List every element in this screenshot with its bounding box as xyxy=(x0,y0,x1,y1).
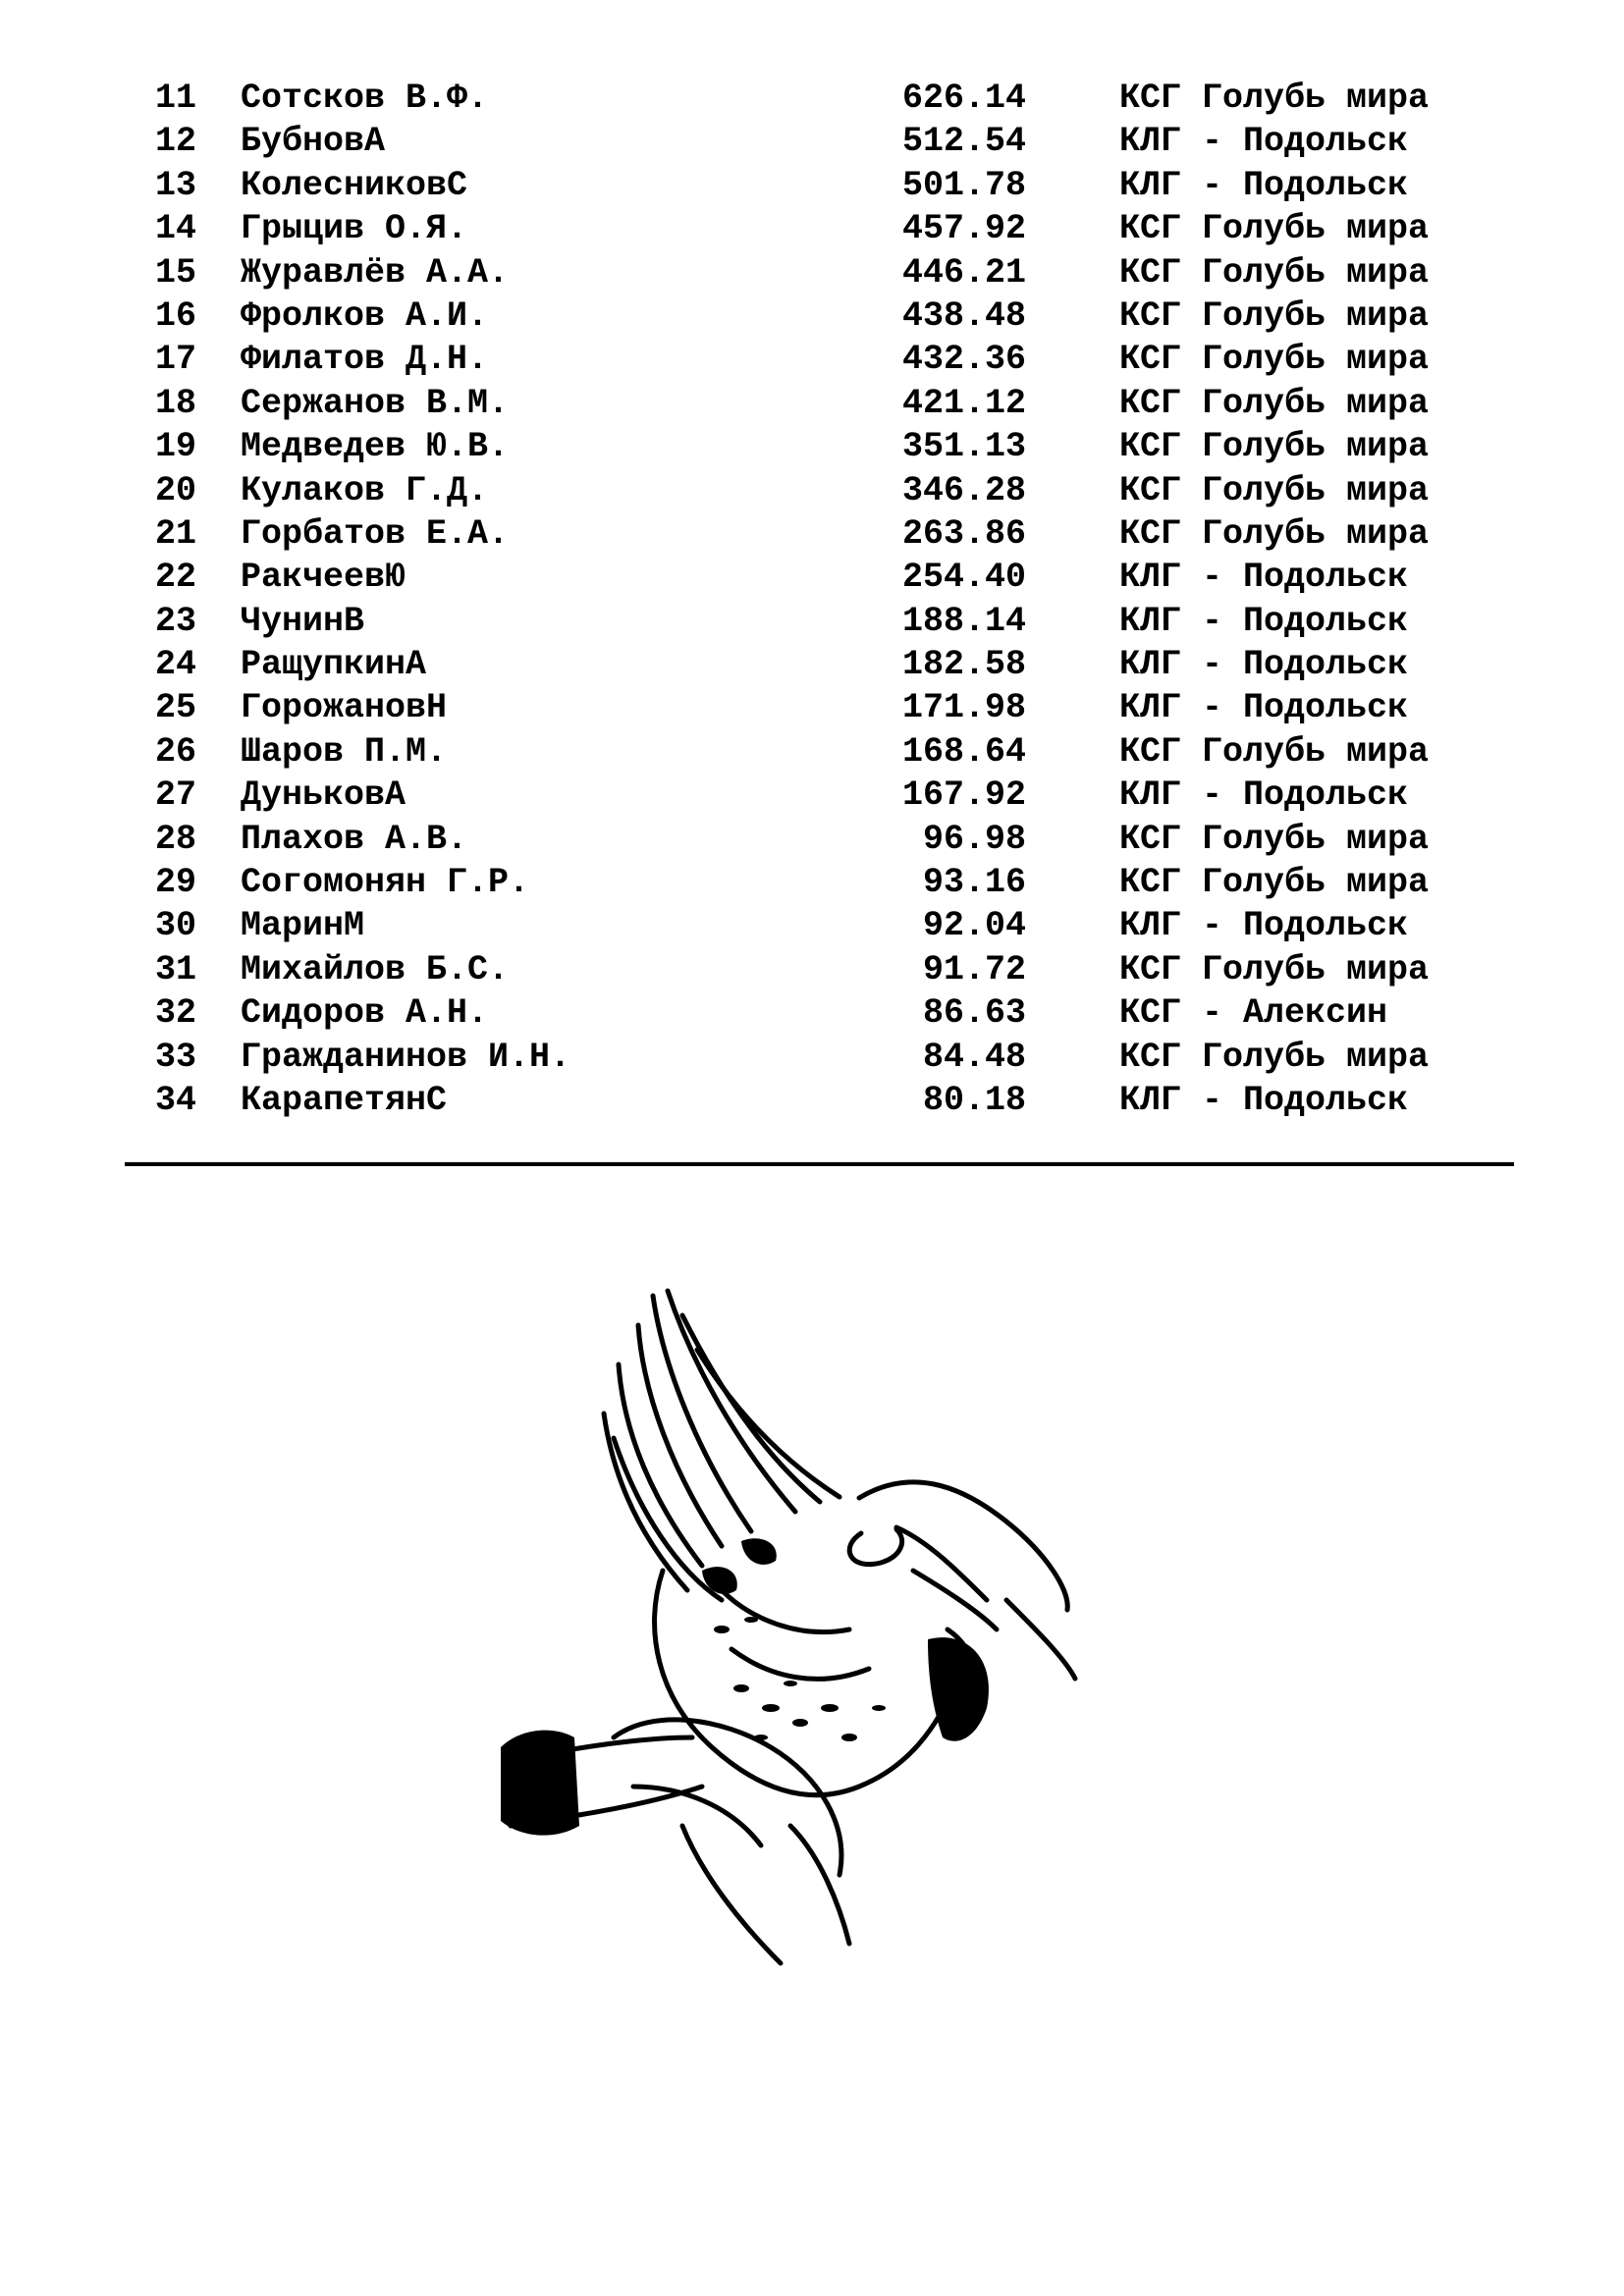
name-cell: РакчеевЮ xyxy=(241,558,406,598)
table-row xyxy=(0,251,1624,294)
score-cell: 86.63 xyxy=(922,993,1026,1034)
score-cell: 626.14 xyxy=(901,79,1026,118)
name-cell: БубновА xyxy=(241,122,386,162)
name-cell: Михайлов Б.С. xyxy=(241,949,510,989)
table-row xyxy=(0,774,1624,817)
table-row xyxy=(0,120,1624,163)
club-cell: КЛГ - Подольск xyxy=(1119,1080,1409,1120)
club-cell: КЛГ - Подольск xyxy=(1119,906,1409,946)
name-cell: ДуньковА xyxy=(241,775,406,816)
name-cell: Филатов Д.Н. xyxy=(241,340,489,380)
place-cell: 31 xyxy=(154,949,196,989)
place-cell: 23 xyxy=(154,601,196,641)
place-cell: 22 xyxy=(154,558,196,598)
place-cell: 32 xyxy=(154,993,196,1034)
score-cell: 182.58 xyxy=(901,645,1026,685)
name-cell: Кулаков Г.Д. xyxy=(241,470,489,510)
table-row xyxy=(0,207,1624,250)
score-cell: 457.92 xyxy=(901,209,1026,249)
name-cell: Шаров П.М. xyxy=(241,731,448,772)
club-cell: КСГ Голубь мира xyxy=(1119,819,1430,859)
table-row xyxy=(0,643,1624,686)
club-cell: КЛГ - Подольск xyxy=(1119,688,1409,728)
name-cell: Сержанов В.М. xyxy=(241,383,510,423)
place-cell: 11 xyxy=(154,79,196,118)
club-cell: КСГ Голубь мира xyxy=(1119,340,1430,380)
club-cell: КСГ Голубь мира xyxy=(1119,383,1430,423)
score-cell: 93.16 xyxy=(922,863,1026,903)
table-row xyxy=(0,164,1624,207)
score-cell: 446.21 xyxy=(901,252,1026,293)
club-cell: КЛГ - Подольск xyxy=(1119,558,1409,598)
club-cell: КСГ Голубь мира xyxy=(1119,731,1430,772)
place-cell: 14 xyxy=(154,209,196,249)
club-cell: КСГ - Алексин xyxy=(1119,993,1388,1034)
results-table xyxy=(0,77,1624,1122)
score-cell: 96.98 xyxy=(922,819,1026,859)
table-row xyxy=(0,600,1624,643)
table-row xyxy=(0,686,1624,729)
club-cell: КЛГ - Подольск xyxy=(1119,645,1409,685)
score-cell: 512.54 xyxy=(901,122,1026,162)
name-cell: Согомонян Г.Р. xyxy=(241,863,530,903)
place-cell: 21 xyxy=(154,513,196,554)
table-row xyxy=(0,512,1624,556)
club-cell: КЛГ - Подольск xyxy=(1119,165,1409,205)
table-row xyxy=(0,425,1624,468)
name-cell: Грыцив О.Я. xyxy=(241,209,468,249)
table-row xyxy=(0,338,1624,381)
club-cell: КСГ Голубь мира xyxy=(1119,79,1430,118)
name-cell: МаринМ xyxy=(241,906,365,946)
club-cell: КЛГ - Подольск xyxy=(1119,775,1409,816)
name-cell: Медведев Ю.В. xyxy=(241,427,510,467)
score-cell: 188.14 xyxy=(901,601,1026,641)
name-cell: КарапетянС xyxy=(241,1080,448,1120)
club-cell: КСГ Голубь мира xyxy=(1119,427,1430,467)
pigeon-in-hands-icon xyxy=(496,1276,1085,2081)
name-cell: Журавлёв А.А. xyxy=(241,252,510,293)
club-cell: КСГ Голубь мира xyxy=(1119,470,1430,510)
score-cell: 501.78 xyxy=(901,165,1026,205)
score-cell: 171.98 xyxy=(901,688,1026,728)
name-cell: Сотсков В.Ф. xyxy=(241,79,489,118)
place-cell: 12 xyxy=(154,122,196,162)
club-cell: КСГ Голубь мира xyxy=(1119,863,1430,903)
table-row xyxy=(0,556,1624,599)
score-cell: 432.36 xyxy=(901,340,1026,380)
club-cell: КСГ Голубь мира xyxy=(1119,295,1430,336)
place-cell: 34 xyxy=(154,1080,196,1120)
name-cell: Плахов А.В. xyxy=(241,819,468,859)
place-cell: 19 xyxy=(154,427,196,467)
name-cell: КолесниковС xyxy=(241,165,468,205)
table-row xyxy=(0,1036,1624,1079)
score-cell: 254.40 xyxy=(901,558,1026,598)
place-cell: 25 xyxy=(154,688,196,728)
table-row xyxy=(0,991,1624,1035)
club-cell: КЛГ - Подольск xyxy=(1119,601,1409,641)
place-cell: 13 xyxy=(154,165,196,205)
table-row xyxy=(0,1079,1624,1122)
score-cell: 91.72 xyxy=(922,949,1026,989)
table-row xyxy=(0,77,1624,120)
score-cell: 263.86 xyxy=(901,513,1026,554)
place-cell: 16 xyxy=(154,295,196,336)
club-cell: КСГ Голубь мира xyxy=(1119,513,1430,554)
place-cell: 15 xyxy=(154,252,196,293)
table-row xyxy=(0,861,1624,904)
score-cell: 80.18 xyxy=(922,1080,1026,1120)
place-cell: 20 xyxy=(154,470,196,510)
table-row xyxy=(0,469,1624,512)
name-cell: РащупкинА xyxy=(241,645,427,685)
place-cell: 30 xyxy=(154,906,196,946)
name-cell: Горбатов Е.А. xyxy=(241,513,510,554)
name-cell: Фролков А.И. xyxy=(241,295,489,336)
name-cell: ЧунинВ xyxy=(241,601,365,641)
name-cell: ГорожановН xyxy=(241,688,448,728)
name-cell: Сидоров А.Н. xyxy=(241,993,489,1034)
table-row xyxy=(0,904,1624,947)
score-cell: 168.64 xyxy=(901,731,1026,772)
score-cell: 346.28 xyxy=(901,470,1026,510)
club-cell: КСГ Голубь мира xyxy=(1119,1037,1430,1077)
place-cell: 27 xyxy=(154,775,196,816)
table-row xyxy=(0,818,1624,861)
club-cell: КЛГ - Подольск xyxy=(1119,122,1409,162)
score-cell: 438.48 xyxy=(901,295,1026,336)
club-cell: КСГ Голубь мира xyxy=(1119,209,1430,249)
table-row xyxy=(0,730,1624,774)
score-cell: 84.48 xyxy=(922,1037,1026,1077)
place-cell: 17 xyxy=(154,340,196,380)
place-cell: 24 xyxy=(154,645,196,685)
place-cell: 28 xyxy=(154,819,196,859)
score-cell: 92.04 xyxy=(922,906,1026,946)
club-cell: КСГ Голубь мира xyxy=(1119,252,1430,293)
place-cell: 29 xyxy=(154,863,196,903)
place-cell: 18 xyxy=(154,383,196,423)
place-cell: 26 xyxy=(154,731,196,772)
table-row xyxy=(0,382,1624,425)
score-cell: 421.12 xyxy=(901,383,1026,423)
place-cell: 33 xyxy=(154,1037,196,1077)
table-row xyxy=(0,948,1624,991)
club-cell: КСГ Голубь мира xyxy=(1119,949,1430,989)
name-cell: Гражданинов И.Н. xyxy=(241,1037,571,1077)
table-row xyxy=(0,294,1624,338)
horizontal-divider xyxy=(125,1162,1514,1166)
score-cell: 167.92 xyxy=(901,775,1026,816)
score-cell: 351.13 xyxy=(901,427,1026,467)
